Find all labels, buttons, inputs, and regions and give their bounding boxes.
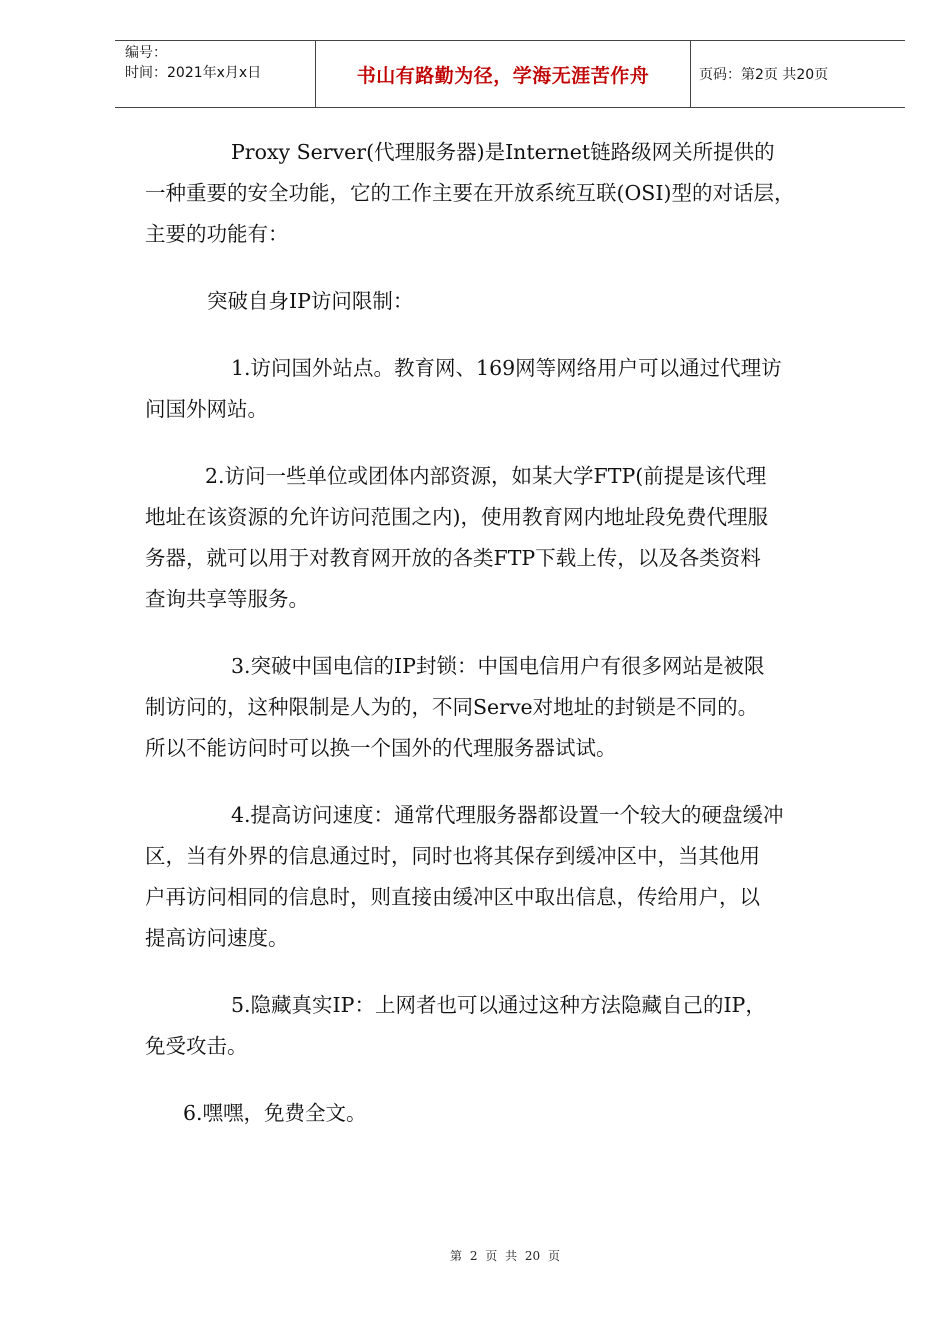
paragraph-line: 所以不能访问时可以换一个国外的代理服务器试试。	[145, 736, 617, 760]
paragraph	[145, 1093, 885, 1134]
footer-page-number: 第 2 页 共 20 页	[450, 1249, 560, 1263]
paragraph-line: 1.访问国外站点。教育网、169网等网络用户可以通过代理访	[231, 356, 782, 380]
paragraph	[145, 456, 885, 620]
paragraph-line: 4.提高访问速度：通常代理服务器都设置一个较大的硬盘缓冲	[231, 803, 784, 827]
paragraph-line: 问国外网站。	[145, 397, 268, 421]
paragraph-line: 地址在该资源的允许访问范围之内)，使用教育网内地址段免费代理服	[145, 505, 768, 529]
paragraph-line: 户再访问相同的信息时，则直接由缓冲区中取出信息，传给用户，以	[145, 885, 760, 909]
paragraph-line: 区，当有外界的信息通过时，同时也将其保存到缓冲区中，当其他用	[145, 844, 760, 868]
motto-text: 书山有路勤为径，学海无涯苦作舟	[316, 41, 691, 108]
paragraph-line: 一种重要的安全功能，它的工作主要在开放系统互联(OSI)型的对话层，	[145, 181, 795, 205]
paragraph-line: 务器，就可以用于对教育网开放的各类FTP下载上传，以及各类资料	[145, 546, 761, 570]
paragraph-line: 6.嘿嘿，免费全文。	[183, 1101, 367, 1125]
time-label: 时间：2021年x月x日	[125, 65, 262, 81]
paragraph-line: 2.访问一些单位或团体内部资源，如某大学FTP(前提是该代理	[205, 464, 767, 488]
paragraph-line: 查询共享等服务。	[145, 587, 309, 611]
paragraph	[145, 281, 885, 322]
number-label: 编号：	[125, 45, 167, 61]
paragraph-line: Proxy Server(代理服务器)是Internet链路级网关所提供的	[231, 140, 775, 164]
paragraph-line: 制访问的，这种限制是人为的，不同Serve对地址的封锁是不同的。	[145, 695, 759, 719]
header-info-cell	[115, 41, 316, 108]
paragraph-line: 提高访问速度。	[145, 926, 289, 950]
page-label: 页码：第2页 共20页	[691, 41, 906, 108]
paragraph	[145, 985, 885, 1067]
paragraph	[145, 348, 885, 430]
paragraph	[145, 795, 885, 959]
header-table	[115, 40, 905, 108]
paragraph	[145, 132, 885, 255]
paragraph-line: 5.隐藏真实IP：上网者也可以通过这种方法隐藏自己的IP，	[231, 993, 766, 1017]
paragraph-line: 3.突破中国电信的IP封锁：中国电信用户有很多网站是被限	[231, 654, 765, 678]
document-body	[145, 132, 885, 1160]
paragraph-line: 主要的功能有：	[145, 222, 289, 246]
paragraph	[145, 646, 885, 769]
paragraph-line: 免受攻击。	[145, 1034, 248, 1058]
paragraph-line: 突破自身IP访问限制：	[207, 289, 414, 313]
